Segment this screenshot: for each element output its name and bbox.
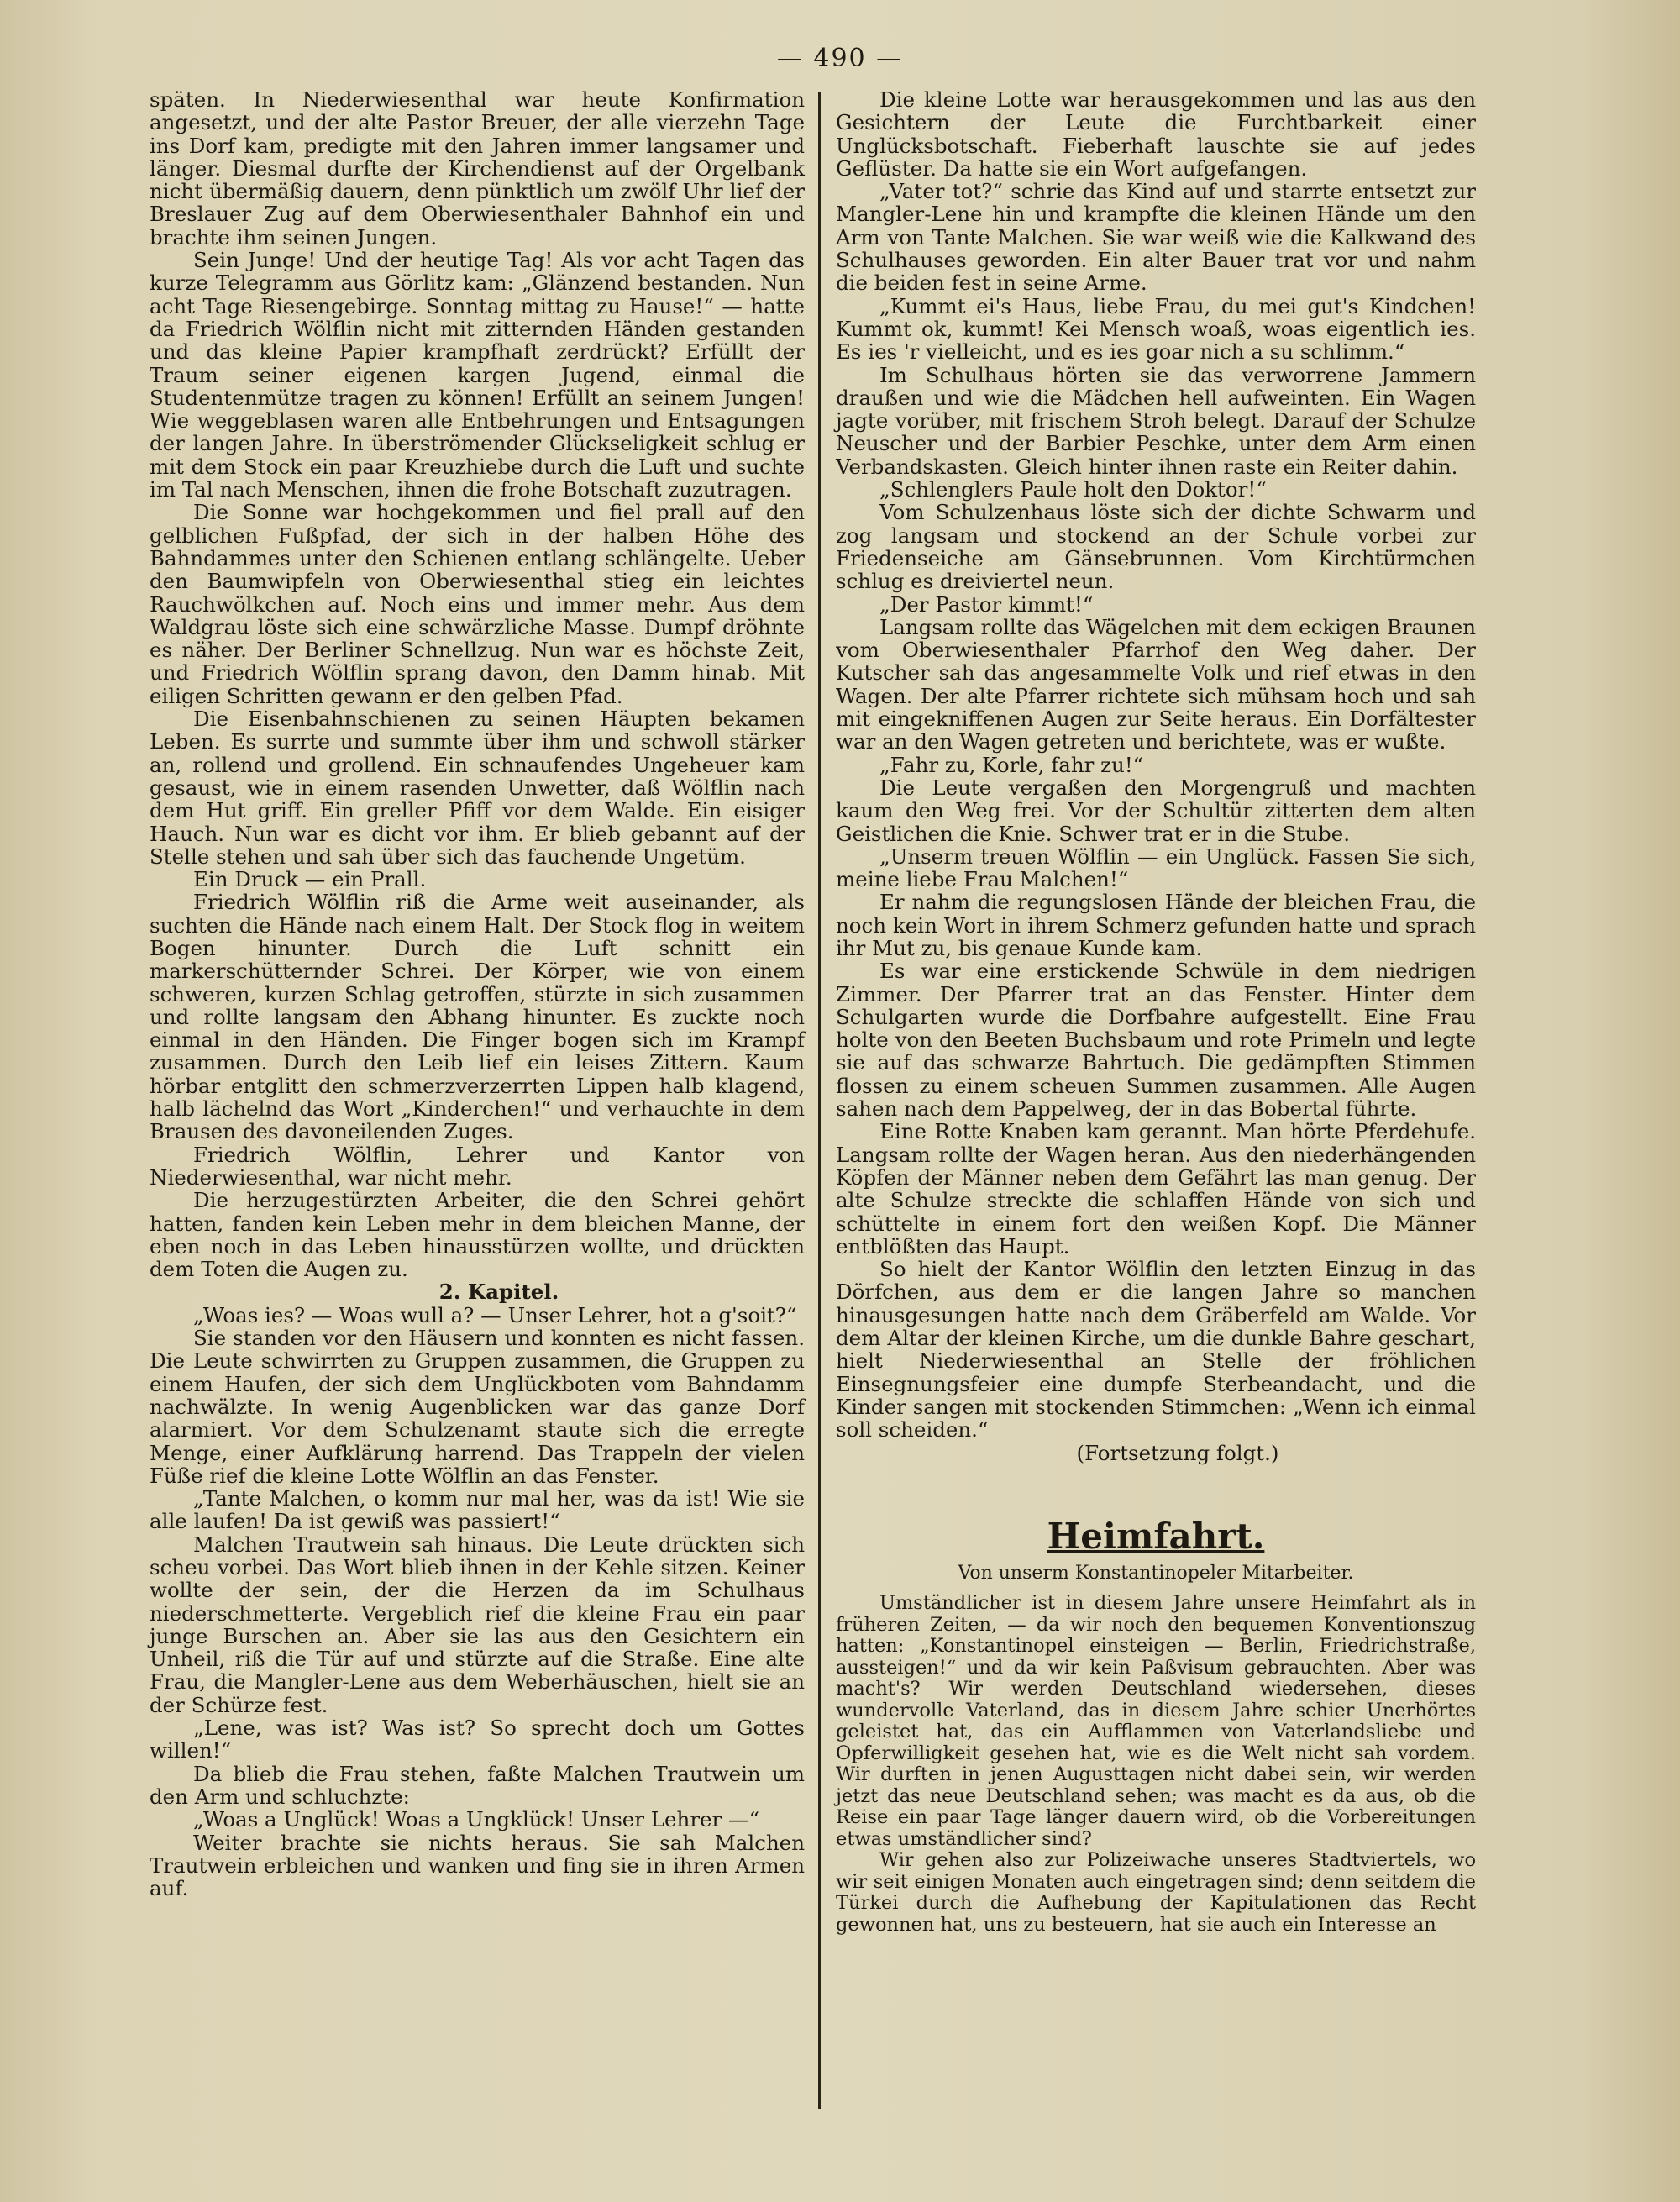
- article-byline: Von unserm Konstantinopeler Mitarbeiter.: [958, 1562, 1354, 1584]
- paragraph: späten. In Niederwiesenthal war heute Konfirmation angesetzt, und der alte Pastor Breuer, der alle vierzehn Tage ins Dorf kam, predigte mit den Jahren immer langsamer und länger. Diesmal durfte der Kirchendienst auf der Orgelbank nicht übermäßig dauern, denn pünktlich um zwölf Uhr lief der Breslauer Zug auf dem Oberwiesenthaler Bahnhof ein und brachte ihm seinen Jungen.: [150, 87, 805, 250]
- paragraph: Es war eine erstickende Schwüle in dem niedrigen Zimmer. Der Pfarrer trat an das Fenster. Hinter dem Schulgarten wurde die Dorfbahre aufgestellt. Eine Frau holte von den Beeten Buchsbaum und rote Primeln und legte sie auf das schwarze Bahrtuch. Die gedämpften Stimmen flossen zu einem scheuen Summen zusammen. Alle Augen sahen nach dem Pappelweg, der in das Bobertal führte.: [836, 959, 1476, 1122]
- paragraph: Malchen Trautwein sah hinaus. Die Leute drückten sich scheu vorbei. Das Wort blieb ihnen in der Kehle sitzen. Keiner wollte der sein, der die Herzen da im Schulhaus niederschmetterte. Vergeblich rief die kleine Frau ein paar junge Burschen an. Aber sie las aus den Gesichtern ein Unheil, riß die Tür auf und stürzte auf die Straße. Eine alte Frau, die Mangler-Lene aus dem Weberhäuschen, hielt sie an der Schürze fest.: [150, 1532, 805, 1717]
- paragraph: Ein Druck — ein Prall.: [193, 867, 427, 892]
- paragraph: „Tante Malchen, o komm nur mal her, was da ist! Wie sie alle laufen! Da ist gewiß was passiert!“: [150, 1486, 805, 1534]
- paragraph: Wir gehen also zur Polizeiwache unseres Stadtviertels, wo wir seit einigen Monaten auch eingetragen sind; denn seitdem die Türkei durch die Aufhebung der Kapitulationen das Recht gewonnen hat, uns zu besteuern, hat sie auch ein Interesse an: [836, 1849, 1476, 1936]
- paragraph: „Fahr zu, Korle, fahr zu!“: [879, 752, 1144, 777]
- paragraph: Die herzugestürzten Arbeiter, die den Schrei gehört hatten, fanden kein Leben mehr in dem bleichen Manne, der eben noch in das Leben hinausstürzen wollte, und drückten dem Toten die Augen zu.: [150, 1188, 805, 1282]
- paragraph: Friedrich Wölflin riß die Arme weit auseinander, als suchten die Hände nach einem Halt. Der Stock flog in weitem Bogen hinunter. Durch die Luft schnitt ein markerschütternder Schrei. Der Körper, wie von einem schweren, kurzen Schlag getroffen, stürzte in sich zusammen und rollte langsam den Abhang hinunter. Es zuckte noch einmal in den Händen. Die Finger bogen sich im Krampf zusammen. Durch den Leib lief ein leises Zittern. Kaum hörbar entglitt den schmerzverzerrten Lippen halb klagend, halb lächelnd das Wort „Kinderchen!“ und verhauchte in dem Brausen des davoneilenden Zuges.: [150, 890, 805, 1144]
- paragraph: Eine Rotte Knaben kam gerannt. Man hörte Pferdehufe. Langsam rollte der Wagen heran. Aus den niederhängenden Köpfen der Männer neben dem Gefährt las man genug. Der alte Schulze streckte die schlaffen Hände von sich und schüttelte in einem fort den weißen Kopf. Die Männer entblößten das Haupt.: [836, 1119, 1476, 1259]
- paragraph: „Woas a Unglück! Woas a Ungklück! Unser Lehrer —“: [193, 1807, 760, 1832]
- paragraph: Vom Schulzenhaus löste sich der dichte Schwarm und zog langsam und stockend an der Schule vorbei zur Friedenseiche am Gänsebrunnen. Vom Kirchtürmchen schlug es dreiviertel neun.: [836, 500, 1476, 594]
- paragraph: „Kummt ei's Haus, liebe Frau, du mei gut's Kindchen! Kummt ok, kummt! Kei Mensch woaß, woas eigentlich ies. Es ies 'r vielleicht, und es ies goar nich a su schlimm.“: [836, 293, 1476, 365]
- right-column: [836, 88, 1476, 1936]
- paragraph: Die Leute vergaßen den Morgengruß und machten kaum den Weg frei. Vor der Schultür zitterten dem alten Geistlichen die Knie. Schwer trat er in die Stube.: [836, 775, 1476, 846]
- left-column: [150, 88, 805, 1900]
- paragraph: Sie standen vor den Häusern und konnten es nicht fassen. Die Leute schwirrten zu Gruppen zusammen, die Gruppen zu einem Haufen, der sich dem Unglückboten vom Bahndamm nachwälzte. In wenig Augenblicken war das ganze Dorf alarmiert. Vor dem Schulzenamt staute sich die erregte Menge, einer Aufklärung harrend. Das Trappeln der vielen Füße rief die kleine Lotte Wölflin an das Fenster.: [150, 1326, 805, 1488]
- paragraph: „Lene, was ist? Was ist? So sprecht doch um Gottes willen!“: [150, 1716, 805, 1763]
- chapter-heading: 2. Kapitel.: [438, 1280, 559, 1305]
- paragraph: Die Sonne war hochgekommen und fiel prall auf den gelblichen Fußpfad, der sich in der halben Höhe des Bahndammes unter den Schienen entlang schlängelte. Ueber den Baumwipfeln von Oberwiesenthal stieg ein leichtes Rauchwölkchen auf. Noch eins und immer mehr. Aus dem Waldgrau löste sich eine schwärzliche Masse. Dumpf dröhnte es näher. Der Berliner Schnellzug. Nun war es höchste Zeit, und Friedrich Wölflin sprang davon, den Damm hinab. Mit eiligen Schritten gewann er den gelben Pfad.: [150, 500, 805, 708]
- paragraph: Da blieb die Frau stehen, faßte Malchen Trautwein um den Arm und schluchzte:: [150, 1761, 805, 1809]
- paragraph: Im Schulhaus hörten sie das verworrene Jammern draußen und wie die Mädchen hell aufweinten. Ein Wagen jagte vorüber, mit frischem Stroh belegt. Darauf der Schulze Neuscher und der Barbier Peschke, unter dem Arm einen Verbandskasten. Gleich hinter ihnen raste ein Reiter dahin.: [836, 362, 1476, 479]
- column-divider: [818, 92, 821, 2109]
- paragraph: Er nahm die regungslosen Hände der bleichen Frau, die noch kein Wort in ihrem Schmerz gefunden hatte und sprach ihr Mut zu, bis genaue Kunde kam.: [836, 890, 1476, 960]
- continuation-note: (Fortsetzung folgt.): [1076, 1440, 1279, 1465]
- paragraph: „Schlenglers Paule holt den Doktor!“: [879, 477, 1267, 502]
- paragraph: „Vater tot?“ schrie das Kind auf und starrte entsetzt zur Mangler-Lene hin und krampfte die kleinen Hände um den Arm von Tante Malchen. Sie war weiß wie die Kalkwand des Schulhauses geworden. Ein alter Bauer trat vor und nahm die beiden fest in seine Arme.: [836, 179, 1476, 296]
- article-title: Heimfahrt.: [1047, 1515, 1265, 1557]
- paragraph: „Woas ies? — Woas wull a? — Unser Lehrer, hot a g'soit?“: [193, 1302, 797, 1327]
- paragraph: Sein Junge! Und der heutige Tag! Als vor acht Tagen das kurze Telegramm aus Görlitz kam: „Glänzend bestanden. Nun acht Tage Riesengebirge. Sonntag mittag zu Hause!“ — hatte da Friedrich Wölflin nicht mit zitternden Händen gestanden und das kleine Papier krampfhaft zerdrückt? Erfüllt der Traum seiner eigenen kargen Jugend, einmal die Studentenmütze tragen zu können! Erfüllt an seinem Jungen! Wie weggeblasen waren alle Entbehrungen und Entsagungen der langen Jahre. In überströmender Glückseligkeit schlug er mit dem Stock ein paar Kreuzhiebe durch die Luft und suchte im Tal nach Menschen, ihnen die frohe Botschaft zuzutragen.: [150, 248, 805, 502]
- paragraph: Die Eisenbahnschienen zu seinen Häupten bekamen Leben. Es surrte und summte über ihm und schwoll stärker an, rollend und grollend. Ein schnaufendes Ungeheuer kam gesaust, wie in einem rasenden Unwetter, daß Wölflin nach dem Hut griff. Ein greller Pfiff vor dem Walde. Ein eisiger Hauch. Nun war es dicht vor ihm. Er blieb gebannt auf der Stelle stehen und sah über sich das fauchende Ungetüm.: [150, 707, 805, 869]
- paragraph: Friedrich Wölflin, Lehrer und Kantor von Niederwiesenthal, war nicht mehr.: [150, 1142, 805, 1190]
- paragraph: Weiter brachte sie nichts heraus. Sie sah Malchen Trautwein erbleichen und wanken und fing sie in ihren Armen auf.: [150, 1830, 805, 1901]
- page-number: — 490 —: [776, 44, 904, 73]
- paragraph: So hielt der Kantor Wölflin den letzten Einzug in das Dörfchen, aus dem er die langen Jahre so manchen hinausgesungen hatte nach dem Gräberfeld am Walde. Vor dem Altar der kleinen Kirche, um die dunkle Bahre geschart, hielt Niederwiesenthal an Stelle der fröhlichen Einsegnungsfeier eine dumpfe Sterbeandacht, und die Kinder sangen mit stockenden Stimmchen: „Wenn ich einmal soll scheiden.“: [836, 1257, 1476, 1443]
- paragraph: Die kleine Lotte war herausgekommen und las aus den Gesichtern der Leute die Furchtbarkeit einer Unglücksbotschaft. Fieberhaft lauschte sie auf jedes Geflüster. Da hatte sie ein Wort aufgefangen.: [836, 87, 1476, 181]
- paragraph: „Der Pastor kimmt!“: [879, 591, 1094, 617]
- paragraph: Umständlicher ist in diesem Jahre unsere Heimfahrt als in früheren Zeiten, — da wir noch den bequemen Konventionszug hatten: „Konstantinopel einsteigen — Berlin, Friedrichstraße, aussteigen!“ und da wir kein Paßvisum gebrauchten. Aber was macht's? Wir werden Deutschland wiedersehen, dieses wundervolle Vaterland, das in diesem Jahre schier Unerhörtes geleistet hat, das ein Aufflammen von Vaterlandsliebe und Opferwilligkeit gesehen hat, wie es die Welt nicht sah vordem. Wir durften in jenen Augusttagen nicht dabei sein, wir werden jetzt das neue Deutschland sehen; was macht es da aus, ob die Reise ein paar Tage länger dauern wird, ob die Vorbereitungen etwas umständlicher sind?: [836, 1592, 1476, 1850]
- paragraph: „Unserm treuen Wölflin — ein Unglück. Fassen Sie sich, meine liebe Frau Malchen!“: [836, 843, 1476, 892]
- paragraph: Langsam rollte das Wägelchen mit dem eckigen Braunen vom Oberwiesenthaler Pfarrhof den Weg daher. Der Kutscher sah das angesammelte Volk und rief etwas in den Wagen. Der alte Pfarrer richtete sich mühsam hoch und sah mit eingekniffenen Augen zur Seite heraus. Ein Dorfältester war an den Wagen getreten und berichtete, was er wußte.: [836, 614, 1476, 754]
